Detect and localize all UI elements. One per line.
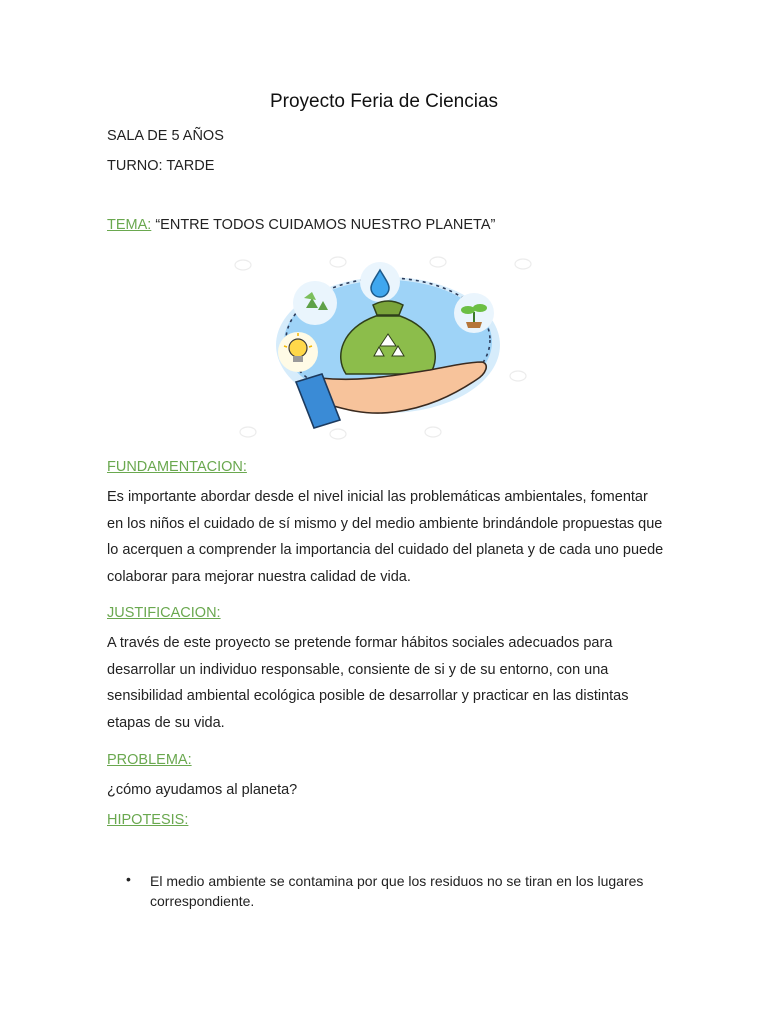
- water-drop-icon: [360, 262, 400, 302]
- problema-text: ¿cómo ayudamos al planeta?: [107, 782, 298, 798]
- tema-value: “ENTRE TODOS CUIDAMOS NUESTRO PLANETA”: [155, 217, 496, 233]
- recycle-icon: [293, 281, 337, 325]
- sala-line: SALA DE 5 AÑOS: [107, 128, 224, 144]
- hipotesis-heading: HIPOTESIS:: [107, 812, 189, 828]
- fundamentacion-heading: FUNDAMENTACION:: [107, 459, 247, 475]
- sprout-icon: [454, 293, 494, 333]
- hipotesis-bullet: El medio ambiente se contamina por que los residuos no se tiran en los lugares correspondiente.: [150, 873, 644, 909]
- turno-line: TURNO: TARDE: [107, 158, 215, 174]
- tema-line: [107, 217, 495, 233]
- tema-label: TEMA:: [107, 217, 152, 233]
- page-title: Proyecto Feria de Ciencias: [269, 91, 499, 112]
- justificacion-heading: JUSTIFICACION:: [107, 605, 221, 621]
- lightbulb-icon: [278, 332, 318, 372]
- bullet-marker: •: [126, 871, 131, 887]
- justificacion-text: A través de este proyecto se pretende formar hábitos sociales adecuados para desarrollar un individuo responsable, consiente de si y de su entorno, con una sensibilidad ambiental ecológica posible de desarrollar y practicar en las distintas etapas de su vida.: [107, 635, 629, 731]
- problema-heading: PROBLEMA:: [107, 752, 192, 768]
- fundamentacion-text: Es importante abordar desde el nivel inicial las problemáticas ambientales, fomentar en los niños el cuidado de sí mismo y del medio ambiente brindándole propuestas que lo acerquen a comprender la importancia del cuidado del planeta y de cada uno puede colaborar para mejorar nuestra calidad de vida.: [107, 489, 664, 585]
- environment-illustration: [228, 250, 546, 448]
